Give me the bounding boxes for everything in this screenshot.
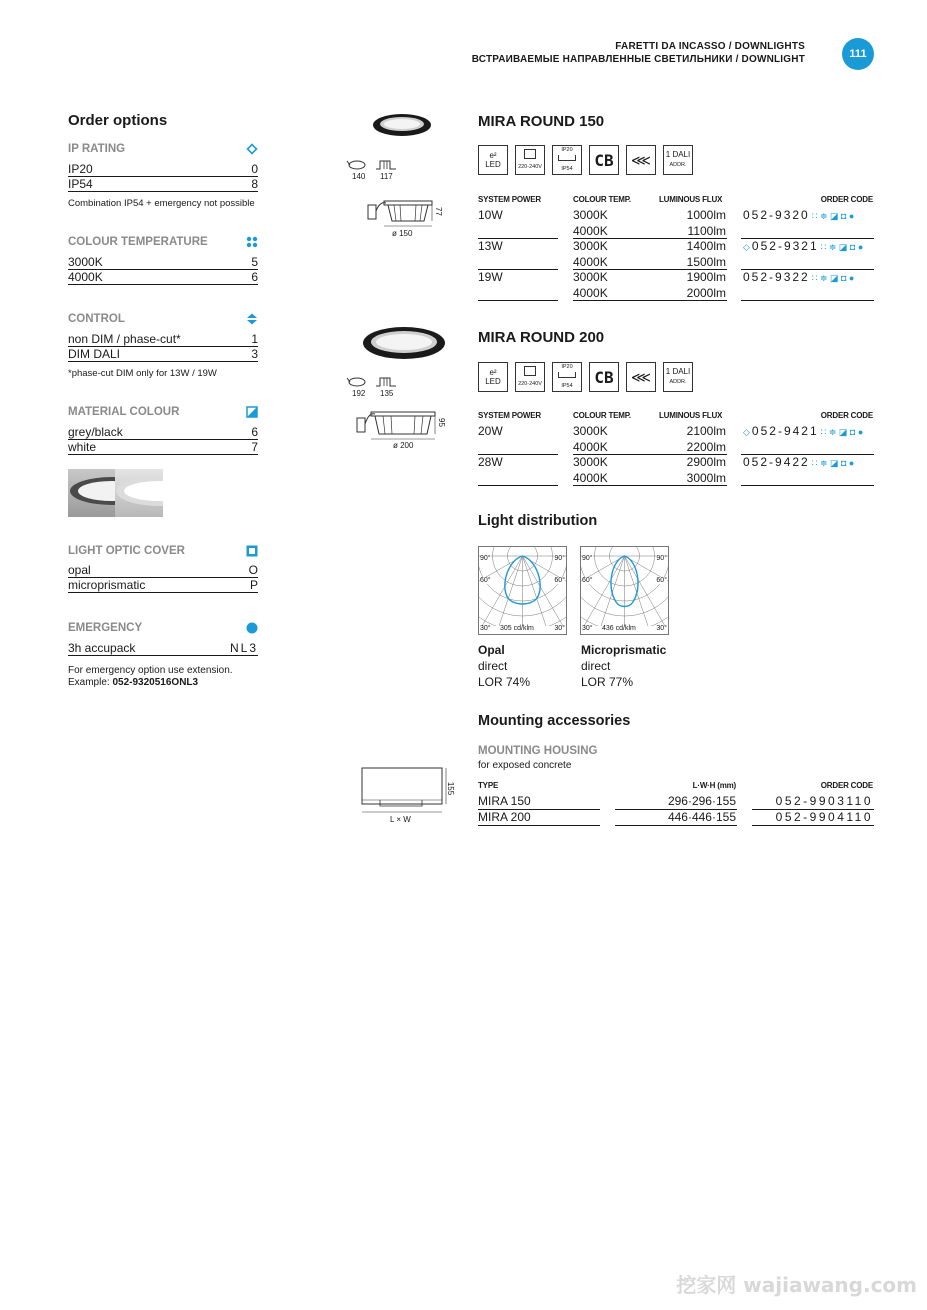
- mounting-housing-drawing: [358, 766, 458, 828]
- light-optic-cover-row: microprismatic P: [68, 578, 258, 592]
- mira-200-product-image: [362, 326, 446, 365]
- mira-200-depth-2: 135: [380, 389, 394, 398]
- mira-200-flux: 2100lm: [686, 424, 726, 438]
- emergency-title: EMERGENCY: [68, 622, 258, 634]
- mira-150-flux: 1000lm: [686, 208, 726, 222]
- mira-150-flux: 1400lm: [686, 239, 726, 253]
- diamond-outline-icon: [246, 143, 258, 158]
- polar-label-30-right: 30°: [656, 625, 667, 632]
- control-note: *phase-cut DIM only for 13W / 19W: [68, 368, 217, 379]
- mira-200-th-temp: COLOUR TEMP.: [573, 411, 631, 420]
- mira-200-cutout-label: ø 200: [393, 441, 414, 450]
- microprismatic-lor: LOR 77%: [581, 675, 634, 689]
- mounting-order-code: 052-9903110: [775, 794, 873, 808]
- mira-200-flux: 2900lm: [686, 455, 726, 469]
- four-dots-icon: [246, 236, 258, 251]
- mira-150-depth-icons: [346, 158, 402, 182]
- opal-label: Opal: [478, 643, 505, 657]
- material-colour-row: white 7: [68, 440, 258, 454]
- colour-temperature-title: COLOUR TEMPERATURE: [68, 236, 258, 248]
- control-row: DIM DALI 3: [68, 347, 258, 361]
- mira-150-th-flux: LUMINOUS FLUX: [659, 195, 723, 204]
- mira-150-temp: 4000K: [573, 286, 608, 300]
- up-down-arrows-icon: [246, 313, 258, 328]
- mira-200-temp: 4000K: [573, 471, 608, 485]
- microprismatic-type: direct: [581, 659, 611, 673]
- mira-150-power: 10W: [478, 208, 503, 222]
- mira-150-th-code: ORDER CODE: [820, 195, 873, 204]
- dali-addr-icon: 1 DALI ADDR.: [663, 145, 693, 175]
- emergency-note: For emergency option use extension.: [68, 665, 233, 676]
- mira-150-height-label: 77: [433, 207, 443, 216]
- mounting-accessories-title: Mounting accessories: [478, 713, 631, 729]
- half-filled-square-icon: [246, 406, 258, 421]
- opal-type: direct: [478, 659, 508, 673]
- material-colour-swatches: [68, 469, 163, 517]
- polar-intensity-label: 305 cd/klm: [500, 625, 534, 632]
- mira-150-depth-1: 140: [352, 172, 366, 181]
- mounting-type: MIRA 150: [478, 794, 531, 808]
- mira-150-temp: 3000K: [573, 270, 608, 284]
- polar-label-90-right: 90°: [554, 555, 565, 562]
- mira-150-flux: 1100lm: [687, 224, 726, 238]
- mira-200-power: 28W: [478, 455, 503, 469]
- mira-150-cutout-label: ø 150: [392, 229, 413, 238]
- mira-200-order-code: 052-9422 ∷ ≑ ◪ ◘ ●: [743, 455, 855, 469]
- cb-cert-icon: CB: [589, 362, 619, 392]
- mira-150-flux: 1500lm: [686, 255, 726, 269]
- material-colour-row: grey/black 6: [68, 425, 258, 439]
- ip-rating-row: IP54 8: [68, 177, 258, 191]
- glare-rating-icon: ⋘: [626, 145, 656, 175]
- mira-200-technical-drawing: [355, 404, 451, 452]
- mira-150-order-code: ◇ 052-9321 ∷ ≑ ◪ ◘ ●: [743, 239, 864, 253]
- ip-rating-row: IP20 0: [68, 162, 258, 176]
- mira-150-badges: [478, 145, 693, 175]
- mira-150-order-code: 052-9322 ∷ ≑ ◪ ◘ ●: [743, 270, 855, 284]
- mira-200-depth-icons: [346, 375, 402, 399]
- mira-150-technical-drawing: [362, 193, 448, 239]
- watermark: 挖家网 wajiawang.com: [676, 1273, 917, 1297]
- mira-150-flux: 1900lm: [686, 270, 726, 284]
- housing-height-label: 155: [446, 781, 456, 796]
- square-frame-icon: [246, 545, 258, 560]
- mira-150-title: MIRA ROUND 150: [478, 113, 605, 130]
- emergency-example: Example: 052-9320516ONL3: [68, 677, 199, 688]
- mira-200-flux: 3000lm: [686, 471, 726, 485]
- light-distribution-title: Light distribution: [478, 513, 598, 529]
- mira-200-order-code: ◇ 052-9421 ∷ ≑ ◪ ◘ ●: [743, 424, 864, 438]
- mira-150-depth-2: 117: [380, 172, 393, 181]
- polar-label-90-right: 90°: [656, 555, 667, 562]
- polar-label-60-left: 60°: [582, 577, 593, 584]
- driver-voltage-icon: 220-240V: [515, 145, 545, 175]
- mira-200-power: 20W: [478, 424, 503, 438]
- mira-150-temp: 4000K: [573, 224, 608, 238]
- mira-150-temp: 4000K: [573, 255, 608, 269]
- mira-150-flux: 2000lm: [686, 286, 726, 300]
- mira-200-badges: [478, 362, 693, 392]
- mounting-th-type: TYPE: [478, 781, 499, 790]
- mira-200-temp: 3000K: [573, 455, 608, 469]
- mira-150-th-power: SYSTEM POWER: [478, 195, 541, 204]
- mira-200-depth-1: 192: [352, 389, 366, 398]
- filled-circle-icon: [246, 622, 258, 637]
- ip-protection-icon: IP20 IP54: [552, 145, 582, 175]
- mira-150-temp: 3000K: [573, 208, 608, 222]
- material-colour-title: MATERIAL COLOUR: [68, 406, 258, 418]
- polar-label-60-left: 60°: [480, 577, 491, 584]
- ip-protection-icon: IP20 IP54: [552, 362, 582, 392]
- opal-lor: LOR 74%: [478, 675, 531, 689]
- mira-200-flux: 2200lm: [686, 440, 726, 454]
- mounting-th-lwh: L·W·H (mm): [692, 781, 736, 790]
- mira-150-temp: 3000K: [573, 239, 608, 253]
- mounting-type: MIRA 200: [478, 810, 531, 824]
- driver-voltage-icon: 220-240V: [515, 362, 545, 392]
- mounting-lwh: 296·296·155: [667, 794, 736, 808]
- mira-200-temp: 3000K: [573, 424, 608, 438]
- mira-200-th-flux: LUMINOUS FLUX: [659, 411, 723, 420]
- header-category-ru: ВСТРАИВАЕМЫЕ НАПРАВЛЕННЫЕ СВЕТИЛЬНИКИ / DOWNLIGHT: [471, 54, 805, 65]
- microprismatic-label: Microprismatic: [581, 643, 667, 657]
- mira-150-power: 13W: [478, 239, 503, 253]
- dali-addr-icon: 1 DALI ADDR.: [663, 362, 693, 392]
- colour-temperature-row: 3000K 5: [68, 255, 258, 269]
- polar-chart-microprismatic: [580, 546, 669, 635]
- polar-label-60-right: 60°: [554, 577, 565, 584]
- mira-150-th-temp: COLOUR TEMP.: [573, 195, 631, 204]
- mira-200-height-label: 95: [436, 418, 446, 427]
- mira-150-product-image: [372, 113, 432, 142]
- cb-cert-icon: CB: [589, 145, 619, 175]
- control-title: CONTROL: [68, 313, 258, 325]
- mira-200-title: MIRA ROUND 200: [478, 329, 605, 346]
- mounting-housing-title: MOUNTING HOUSING: [478, 745, 598, 757]
- mounting-lwh: 446·446·155: [667, 810, 736, 824]
- polar-label-30-left: 30°: [582, 625, 593, 632]
- polar-label-30-left: 30°: [480, 625, 491, 632]
- led-class-icon: e² LED: [478, 145, 508, 175]
- header-category: FARETTI DA INCASSO / DOWNLIGHTS: [615, 41, 805, 52]
- glare-rating-icon: ⋘: [626, 362, 656, 392]
- mounting-housing-subtitle: for exposed concrete: [478, 760, 572, 771]
- mira-200-th-power: SYSTEM POWER: [478, 411, 541, 420]
- polar-chart-opal: [478, 546, 567, 635]
- colour-temperature-row: 4000K 6: [68, 270, 258, 284]
- polar-label-90-left: 90°: [582, 555, 593, 562]
- mira-150-power: 19W: [478, 270, 503, 284]
- polar-label-30-right: 30°: [554, 625, 565, 632]
- control-row: non DIM / phase-cut* 1: [68, 332, 258, 346]
- mounting-th-code: ORDER CODE: [820, 781, 873, 790]
- ip-rating-note: Combination IP54 + emergency not possible: [68, 198, 255, 209]
- mira-150-order-code: 052-9320 ∷ ≑ ◪ ◘ ●: [743, 208, 855, 222]
- led-class-icon: e² LED: [478, 362, 508, 392]
- housing-dims-label: L × W: [390, 815, 411, 824]
- mounting-order-code: 052-9904110: [775, 810, 873, 824]
- light-optic-cover-title: LIGHT OPTIC COVER: [68, 545, 258, 557]
- order-options-title: Order options: [68, 112, 168, 129]
- polar-label-60-right: 60°: [656, 577, 667, 584]
- mira-200-temp: 4000K: [573, 440, 608, 454]
- page-number-badge: 111: [842, 38, 874, 70]
- light-optic-cover-row: opal O: [68, 563, 258, 577]
- polar-label-90-left: 90°: [480, 555, 491, 562]
- emergency-row: 3h accupack NL3: [68, 641, 258, 655]
- ip-rating-title: IP RATING: [68, 143, 258, 155]
- mira-200-th-code: ORDER CODE: [820, 411, 873, 420]
- polar-intensity-label: 436 cd/klm: [602, 625, 636, 632]
